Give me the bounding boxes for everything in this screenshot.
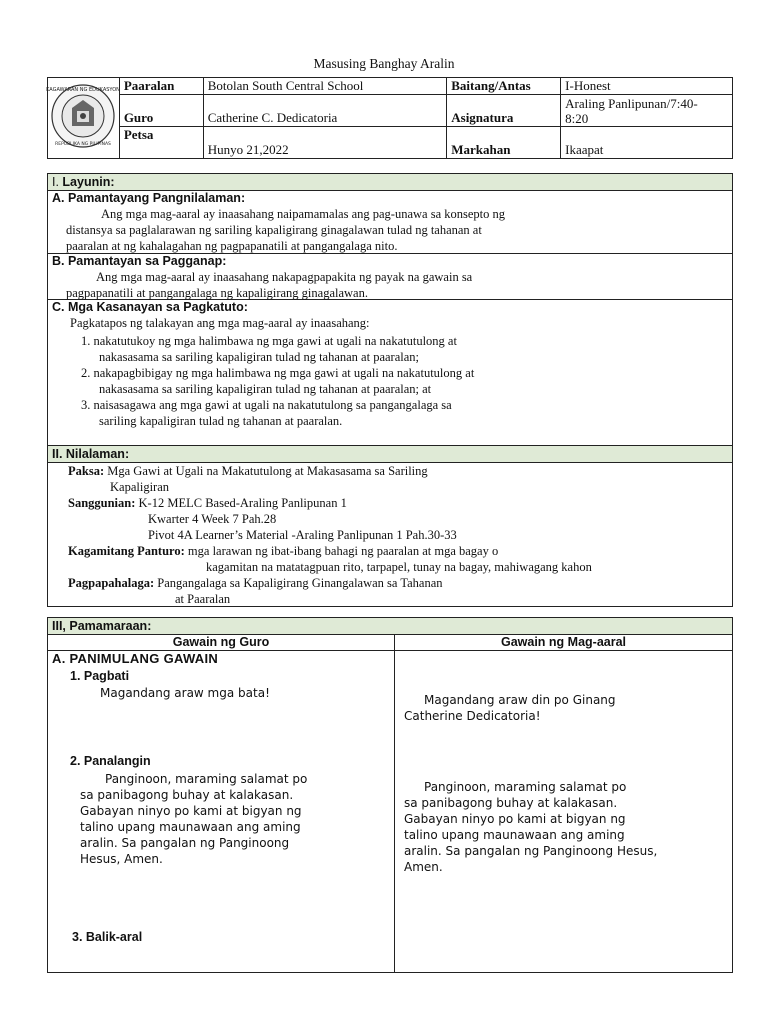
panalangin-guro-line: aralin. Sa pangalan ng Panginoong — [80, 836, 290, 850]
panalangin-guro-line: talino upang maunawaan ang aming — [80, 820, 301, 834]
header-info-table — [47, 77, 733, 159]
pamantayang-pangnilalaman-heading: A. Pamantayang Pangnilalaman: — [52, 191, 246, 205]
petsa-value: Hunyo 21,2022 — [203, 127, 447, 159]
sanggunian-value: K-12 MELC Based-Araling Panlipunan 1 — [135, 496, 347, 510]
petsa-label: Petsa — [119, 127, 203, 159]
guro-value: Catherine C. Dedicatoria — [203, 95, 447, 127]
paksa-line2: Kapaligiran — [110, 480, 170, 494]
kagamitan-line1 — [48, 543, 732, 559]
layunin-section — [47, 173, 733, 446]
asignatura-value-line1: Araling Panlipunan/7:40- — [565, 95, 698, 111]
paksa-value: Mga Gawi at Ugali na Makatutulong at Makasasama sa Sariling — [104, 464, 428, 478]
pagpapahalaga-line1 — [48, 575, 732, 591]
pamamaraan-column-headers — [48, 635, 732, 651]
panalangin-magaaral-line: Gabayan ninyo po kami at bigyan ng — [404, 812, 626, 826]
sanggunian-label: Sanggunian: — [68, 496, 136, 510]
col-header-guro: Gawain ng Guro — [48, 635, 395, 650]
mga-kasanayan-heading: C. Mga Kasanayan sa Pagkatuto: — [52, 300, 248, 314]
asignatura-label: Asignatura — [447, 95, 561, 127]
c3-line2: sariling kapaligiran tulad ng tahanan at paaralan. — [99, 414, 343, 428]
pagpapahalaga-line2: at Paaralan — [175, 592, 231, 606]
kagamitan-value: mga larawan ng ibat-ibang bahagi ng paaralan at mga bagay o — [184, 544, 499, 558]
sanggunian-line2: Kwarter 4 Week 7 Pah.28 — [148, 512, 277, 526]
panimulang-gawain-heading: A. PANIMULANG GAWAIN — [52, 651, 219, 666]
c3-line1: 3. naisasagawa ang mga gawi at ugali na nakatutulong sa pangangalaga sa — [81, 398, 452, 412]
a-line3: paaralan at ng kahalagahan ng pagpapanatili at pangangalaga nito. — [66, 239, 398, 253]
nilalaman-section — [47, 445, 733, 607]
seal-cell — [48, 78, 120, 159]
panalangin-guro-text — [80, 771, 307, 867]
balik-aral-heading: 3. Balik-aral — [72, 930, 143, 944]
svg-text:REPUBLIKA NG PILIPINAS: REPUBLIKA NG PILIPINAS — [55, 142, 111, 147]
c1-line2: nakasasama sa sariling kapaligiran tulad ng tahanan at paaralan; — [99, 350, 420, 364]
b-line2: pagpapanatili at pangangalaga ng kapaligirang ginagalawan. — [66, 286, 368, 300]
layunin-heading-text: Layunin: — [62, 175, 115, 189]
pagbati-guro-text: Magandang araw mga bata! — [100, 686, 270, 700]
panalangin-guro-line: Gabayan ninyo po kami at bigyan ng — [80, 804, 302, 818]
b-line1: Ang mga mag-aaral ay inaasahang nakapagpapakita ng payak na gawain sa — [96, 270, 473, 284]
pagbati-magaaral-line2: Catherine Dedicatoria! — [404, 709, 541, 723]
baitang-label: Baitang/Antas — [447, 78, 561, 95]
kagamitan-label: Kagamitang Panturo: — [68, 544, 185, 558]
c2-line1: 2. nakapagbibigay ng mga halimbawa ng mga gawi at ugali na nakatutulong at — [81, 366, 475, 380]
c2-line2: nakasasama sa sariling kapaligiran tulad ng tahanan at paaralan; at — [99, 382, 432, 396]
panalangin-guro-line: sa panibagong buhay at kalakasan. — [80, 788, 294, 802]
col-header-magaaral: Gawain ng Mag-aaral — [500, 635, 627, 649]
pagpapahalaga-label: Pagpapahalaga: — [68, 576, 155, 590]
a-line2: distansya sa paglalarawan ng sariling kapaligirang ginagalawan tulad ng tahanan at — [66, 223, 482, 237]
paksa-label: Paksa: — [68, 464, 105, 478]
paksa-line1 — [48, 463, 732, 479]
asignatura-value — [561, 95, 733, 127]
nilalaman-heading: II. Nilalaman: — [48, 446, 732, 463]
panalangin-magaaral-line: Panginoon, maraming salamat po — [424, 780, 627, 794]
svg-text:KAGAWARAN NG EDUKASYON: KAGAWARAN NG EDUKASYON — [46, 87, 120, 93]
panalangin-guro-line: Hesus, Amen. — [80, 852, 163, 866]
c1-line1: 1. nakatutukoy ng mga halimbawa ng mga gawi at ugali na nakatutulong at — [81, 334, 457, 348]
panalangin-magaaral-line: Amen. — [404, 860, 443, 874]
layunin-heading — [48, 174, 732, 191]
kagamitan-line2: kagamitan na matatagpuan rito, tarpapel, tunay na bagay, mahiwagang kahon — [206, 560, 592, 574]
markahan-label: Markahan — [447, 127, 561, 159]
pamamaraan-heading: III, Pamamaraan: — [48, 618, 732, 635]
pagbati-magaaral-text — [404, 692, 616, 724]
pamantayan-sa-pagganap-heading: B. Pamantayan sa Pagganap: — [52, 254, 227, 268]
paaralan-value: Botolan South Central School — [203, 78, 447, 95]
asignatura-value-line2: 8:20 — [565, 110, 589, 126]
panalangin-magaaral-text — [404, 779, 657, 875]
panalangin-guro-line: Panginoon, maraming salamat po — [105, 772, 308, 786]
panalangin-magaaral-line: talino upang maunawaan ang aming — [404, 828, 625, 842]
pagpapahalaga-value: Pangangalaga sa Kapaligirang Ginangalawan sa Tahanan — [154, 576, 443, 590]
layunin-heading-num: I. — [52, 175, 63, 189]
panalangin-heading: 2. Panalangin — [70, 754, 151, 768]
markahan-value: Ikaapat — [561, 127, 733, 159]
a-line1: Ang mga mag-aaral ay inaasahang naipamamalas ang pag-unawa sa konsepto ng — [101, 207, 506, 221]
c-intro: Pagkatapos ng talakayan ang mga mag-aaral ay inaasahang: — [70, 316, 370, 330]
column-divider — [394, 650, 395, 972]
guro-label: Guro — [119, 95, 203, 127]
pagbati-magaaral-line1: Magandang araw din po Ginang — [424, 693, 616, 707]
pagbati-heading: 1. Pagbati — [70, 669, 130, 683]
sanggunian-line3: Pivot 4A Learner’s Material -Araling Panlipunan 1 Pah.30-33 — [148, 528, 457, 542]
panalangin-magaaral-line: aralin. Sa pangalan ng Panginoong Hesus, — [404, 844, 658, 858]
document-title: Masusing Banghay Aralin — [313, 56, 455, 71]
baitang-value: I-Honest — [561, 78, 733, 95]
paaralan-label: Paaralan — [119, 78, 203, 95]
panalangin-magaaral-line: sa panibagong buhay at kalakasan. — [404, 796, 618, 810]
sanggunian-line1 — [48, 495, 732, 511]
